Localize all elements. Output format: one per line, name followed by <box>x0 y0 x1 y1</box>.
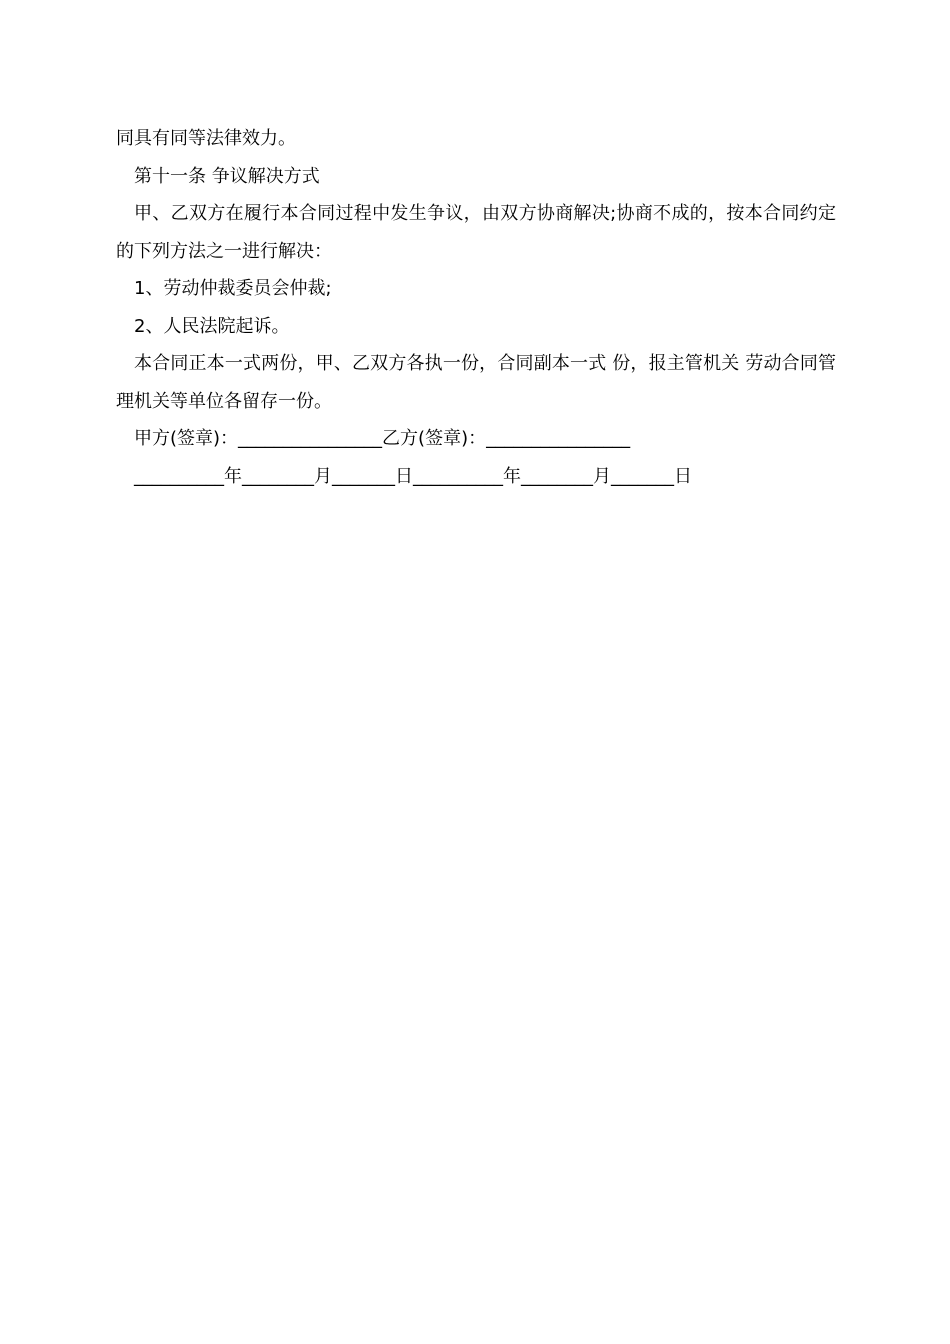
paragraph-dispute-resolution: 甲、乙双方在履行本合同过程中发生争议，由双方协商解决;协商不成的，按本合同约定的下列方法之一进行解决： <box>116 203 836 262</box>
paragraph-copies: 本合同正本一式两份，甲、乙双方各执一份，合同副本一式 份，报主管机关 劳动合同管理机关等单位各留存一份。 <box>116 353 836 412</box>
date-line: __________年________月_______日__________年________月_______日 <box>134 465 692 487</box>
list-item-arbitration: 1、劳动仲裁委员会仲裁; <box>134 278 332 299</box>
signature-line: 甲方(签章)：________________乙方(签章)：________________ <box>134 428 631 449</box>
article-heading: 第十一条 争议解决方式 <box>134 165 320 187</box>
list-item-court: 2、人民法院起诉。 <box>134 315 290 337</box>
document-body <box>116 120 836 495</box>
paragraph-continuation: 同具有同等法律效力。 <box>116 128 296 149</box>
